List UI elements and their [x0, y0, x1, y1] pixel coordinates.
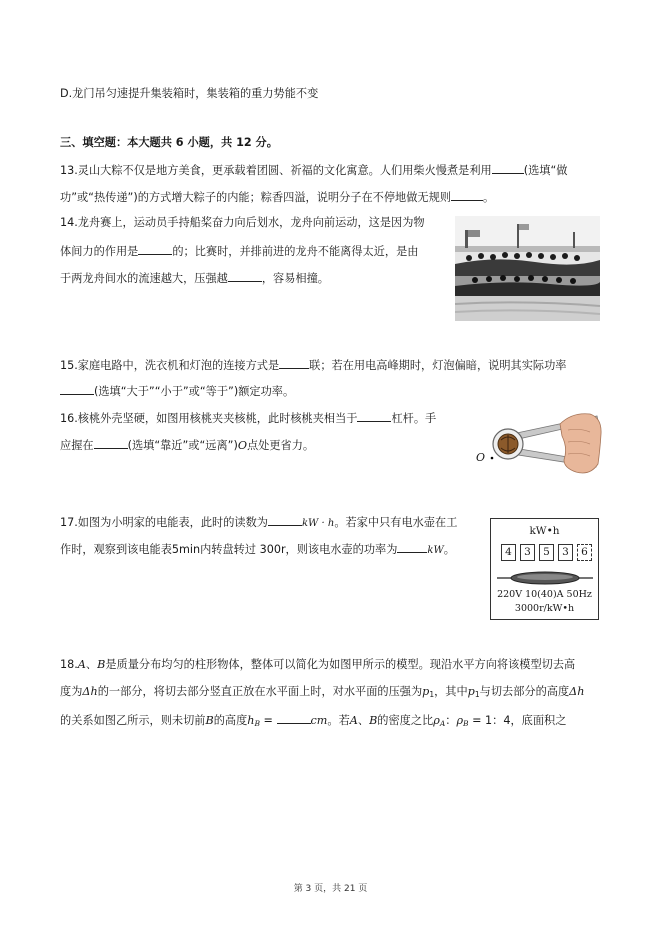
section-title: 三、填空题：本大题共 6 小题，共 12 分。: [60, 136, 278, 149]
q15-line2: [60, 382, 294, 400]
q13-blank-2: [451, 188, 483, 201]
q18-h: h: [247, 714, 255, 727]
q17-text-3: 作时，观察到该电能表5min内转盘转过 300r，则该电水壶的功率为: [60, 543, 398, 556]
q16-text-2: 杠杆。手: [391, 412, 437, 425]
meter-unit: kW•h: [529, 525, 560, 537]
q13-text-3: 功”或“热传递”)的方式增大粽子的内能；粽香四溢，说明分子在不停地做无规则: [60, 191, 451, 204]
q18-text-5: ，其中: [434, 685, 468, 698]
q18-var-a-2: A: [349, 714, 358, 727]
q18-text-7: 的关系如图乙所示，则未切前: [60, 714, 206, 727]
q18-line2: [60, 684, 584, 703]
meter-digits: [501, 544, 592, 561]
q18-sep-2: 、: [357, 714, 370, 727]
meter-rate: 3000r/kW•h: [514, 603, 575, 614]
meter-digit-2: 3: [520, 544, 535, 561]
nutcracker-figure: [472, 404, 602, 479]
q18-dh-1: Δh: [82, 685, 98, 698]
q18-text-2: 是质量分布均匀的柱形物体，整体可以简化为如图甲所示的模型。现沿水平方向将该模型切去高: [105, 658, 576, 671]
q16-point-o: O: [237, 439, 247, 452]
q15-text-3: (选填“大于”“小于”或“等于”)额定功率。: [94, 385, 295, 398]
q14-text-2: 的；比赛时，并排前进的龙舟不能离得太近，是由: [172, 245, 419, 258]
q13-blank-1: [492, 161, 524, 174]
q18-sep-1: 、: [85, 658, 98, 671]
q18-rho-a-sub: A: [439, 719, 446, 728]
q18-line1: [60, 657, 575, 673]
q16-text-4: (选填“靠近”或“远离”): [127, 439, 238, 452]
q18-line3: [60, 711, 566, 732]
q18-var-a: A: [77, 658, 86, 671]
q17-text-2: 。若家中只有电水壶在工: [334, 516, 458, 529]
q13-text-1: 13.灵山大粽不仅是地方美食，更承载着团圆、祈福的文化寓意。人们用柴火慢煮是利用: [60, 164, 492, 177]
q16-blank-2: [94, 436, 128, 449]
q15-blank-2: [60, 382, 94, 395]
q13-line1: [60, 161, 567, 179]
q18-text-1: 18.: [60, 658, 78, 671]
meter-digit-4: 3: [558, 544, 573, 561]
meter-digit-3: 5: [539, 544, 554, 561]
q18-unit: cm: [310, 714, 328, 727]
q18-p1-sub: 1: [429, 690, 435, 699]
page-footer: 第 3 页，共 21 页: [293, 884, 368, 894]
q15-blank-1: [279, 356, 309, 369]
q18-eq: =: [260, 714, 277, 727]
q15-text-1: 15.家庭电路中，洗衣机和灯泡的连接方式是: [60, 359, 280, 372]
dragon-boat-photo: [455, 216, 600, 321]
meter-spec: 220V 10(40)A 50Hz: [497, 589, 592, 600]
q18-rho-a: ρ: [433, 714, 440, 727]
q18-text-3: 度为: [60, 685, 83, 698]
q16-line1: [60, 409, 436, 427]
nutcracker-o-label: O: [476, 451, 486, 464]
q17-line2: [60, 540, 455, 559]
nutcracker-image: [472, 404, 602, 479]
q18-rho-b: ρ: [456, 714, 464, 727]
meter-digit-1: 4: [501, 544, 516, 561]
option-d: D.龙门吊匀速提升集装箱时，集装箱的重力势能不变: [60, 87, 319, 100]
q18-text-9: 。若: [327, 714, 350, 727]
q18-h-sub: B: [254, 719, 260, 728]
q18-p1-b: p: [467, 685, 475, 698]
q14-text-4: ，容易相撞。: [261, 272, 329, 285]
q16-text-1: 16.核桃外壳坚硬，如图用核桃夹夹核桃，此时核桃夹相当于: [60, 412, 358, 425]
q18-colon: ：: [445, 714, 457, 727]
q17-text-1: 17.如图为小明家的电能表，此时的读数为: [60, 516, 268, 529]
q15-line1: [60, 356, 567, 374]
q18-text-10: 的密度之比: [377, 714, 434, 727]
q14-line1: 14.龙舟赛上，运动员手持船桨奋力向后划水，龙舟向前运动，这是因为物: [60, 216, 425, 229]
q13-text-2: (选填“做: [523, 164, 568, 177]
q14-blank-1: [138, 242, 172, 255]
q18-text-4: 的一部分，将切去部分竖直正放在水平面上时，对水平面的压强为: [97, 685, 423, 698]
q17-text-4: 。: [443, 543, 455, 556]
q14-line2: [60, 242, 418, 260]
q18-var-b-2: B: [205, 714, 214, 727]
q17-blank-1: [268, 513, 302, 526]
q16-text-5: 点处更省力。: [246, 439, 315, 452]
q18-p1: p: [422, 685, 430, 698]
meter-digit-5: 6: [577, 544, 592, 561]
q18-text-11: = 1：4，底面积之: [468, 714, 567, 727]
q16-blank-1: [357, 409, 391, 422]
q18-text-6: 与切去部分的高度: [479, 685, 570, 698]
q14-text-3: 于两龙舟间水的流速越大，压强越: [60, 272, 228, 285]
q13-line2: [60, 188, 494, 206]
q14-text-1: 体间力的作用是: [60, 245, 139, 258]
q18-rho-b-sub: B: [463, 719, 469, 728]
q18-blank-1: [277, 711, 311, 724]
q18-var-b: B: [97, 658, 106, 671]
q17-unit-2: kW: [427, 545, 444, 556]
q18-dh-2: Δh: [569, 685, 585, 698]
q14-line3: [60, 269, 329, 287]
q18-p1-b-sub: 1: [474, 690, 480, 699]
q16-line2: [60, 436, 314, 454]
q17-blank-2: [397, 540, 427, 553]
q17-unit-1: kW · h: [301, 518, 335, 529]
q18-var-b-3: B: [369, 714, 378, 727]
q15-text-2: 联；若在用电高峰期时，灯泡偏暗，说明其实际功率: [309, 359, 567, 372]
dragon-boat-image: [455, 216, 600, 321]
q13-text-4: 。: [482, 191, 495, 204]
q16-text-3: 应握在: [60, 439, 94, 452]
q17-line1: [60, 513, 457, 532]
q18-text-8: 的高度: [213, 714, 248, 727]
meter-disk-icon: [495, 567, 595, 589]
energy-meter: [490, 518, 599, 620]
q14-blank-2: [228, 269, 262, 282]
